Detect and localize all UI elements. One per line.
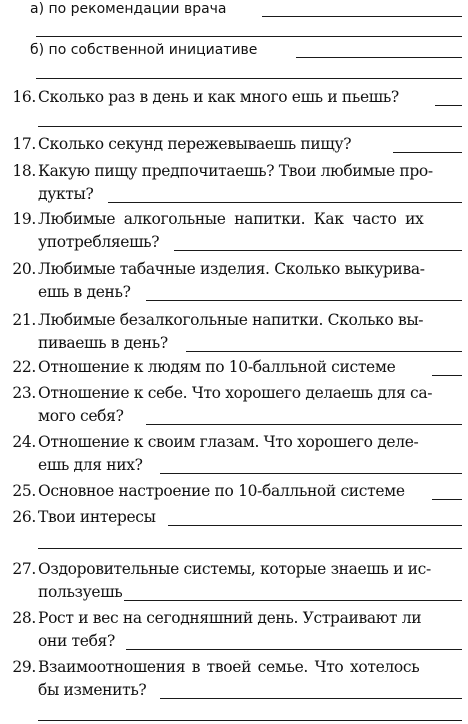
- answer-line[interactable]: [432, 375, 462, 376]
- answer-line[interactable]: [38, 548, 462, 549]
- sub-item-label: б) по собственной инициативе: [30, 42, 258, 58]
- answer-line[interactable]: [38, 720, 462, 721]
- answer-line[interactable]: [146, 424, 462, 425]
- question-text: пиваешь в день?: [38, 334, 168, 352]
- question-text: Отношение к своим глазам. Что хорошего деле-: [38, 433, 419, 451]
- question-number: 26.: [12, 508, 36, 526]
- question-text: Любимые табачные изделия. Сколько выкурива-: [38, 260, 425, 278]
- question-text: Взаимоотношения в твоей семье. Что хотелось: [38, 658, 420, 676]
- question-text: Твои интересы: [38, 508, 156, 526]
- question-number: 21.: [12, 311, 36, 329]
- question-number: 28.: [12, 609, 36, 627]
- answer-line[interactable]: [174, 250, 462, 251]
- question-text: Какую пищу предпочитаешь? Твои любимые про-: [38, 162, 433, 180]
- answer-line[interactable]: [186, 351, 462, 352]
- question-text: Любимые алкогольные напитки. Как часто их: [38, 210, 424, 228]
- answer-line[interactable]: [168, 525, 462, 526]
- question-number: 23.: [12, 384, 36, 402]
- question-text: Рост и вес на сегодняшний день. Устраивают ли: [38, 609, 422, 627]
- question-text: Сколько раз в день и как много ешь и пьешь?: [38, 88, 399, 106]
- answer-line[interactable]: [124, 600, 462, 601]
- question-text: употребляешь?: [38, 233, 160, 251]
- answer-line[interactable]: [435, 105, 462, 106]
- answer-line[interactable]: [296, 57, 462, 58]
- answer-line[interactable]: [393, 152, 462, 153]
- answer-line[interactable]: [432, 499, 462, 500]
- question-number: 17.: [12, 135, 36, 153]
- answer-line[interactable]: [160, 698, 462, 699]
- question-number: 22.: [12, 358, 36, 376]
- answer-line[interactable]: [126, 649, 462, 650]
- question-number: 16.: [12, 88, 36, 106]
- question-number: 19.: [12, 210, 36, 228]
- question-text: Любимые безалкогольные напитки. Сколько вы-: [38, 311, 424, 329]
- question-number: 29.: [12, 658, 36, 676]
- question-text: пользуешь: [38, 583, 123, 601]
- answer-line[interactable]: [262, 16, 462, 17]
- answer-line[interactable]: [38, 126, 462, 127]
- question-number: 24.: [12, 433, 36, 451]
- question-number: 20.: [12, 260, 36, 278]
- question-text: бы изменить?: [38, 681, 147, 699]
- answer-line[interactable]: [146, 300, 462, 301]
- question-text: ешь для них?: [38, 456, 143, 474]
- question-number: 18.: [12, 162, 36, 180]
- question-text: дукты?: [38, 185, 94, 203]
- question-number: 27.: [12, 560, 36, 578]
- sub-item-label: а) по рекомендации врача: [30, 1, 227, 17]
- answer-line[interactable]: [160, 473, 462, 474]
- question-text: Отношение к себе. Что хорошего делаешь для са-: [38, 384, 433, 402]
- question-text: Оздоровительные системы, которые знаешь и ис-: [38, 560, 431, 578]
- question-text: Сколько секунд пережевываешь пищу?: [38, 135, 352, 153]
- question-text: ешь в день?: [38, 283, 131, 301]
- question-text: Основное настроение по 10-балльной системе: [38, 482, 405, 500]
- question-text: они тебя?: [38, 632, 115, 650]
- answer-line[interactable]: [108, 202, 462, 203]
- answer-line[interactable]: [36, 78, 462, 79]
- answer-line[interactable]: [36, 36, 462, 37]
- question-number: 25.: [12, 482, 36, 500]
- question-text: мого себя?: [38, 407, 124, 425]
- question-text: Отношение к людям по 10-балльной системе: [38, 358, 396, 376]
